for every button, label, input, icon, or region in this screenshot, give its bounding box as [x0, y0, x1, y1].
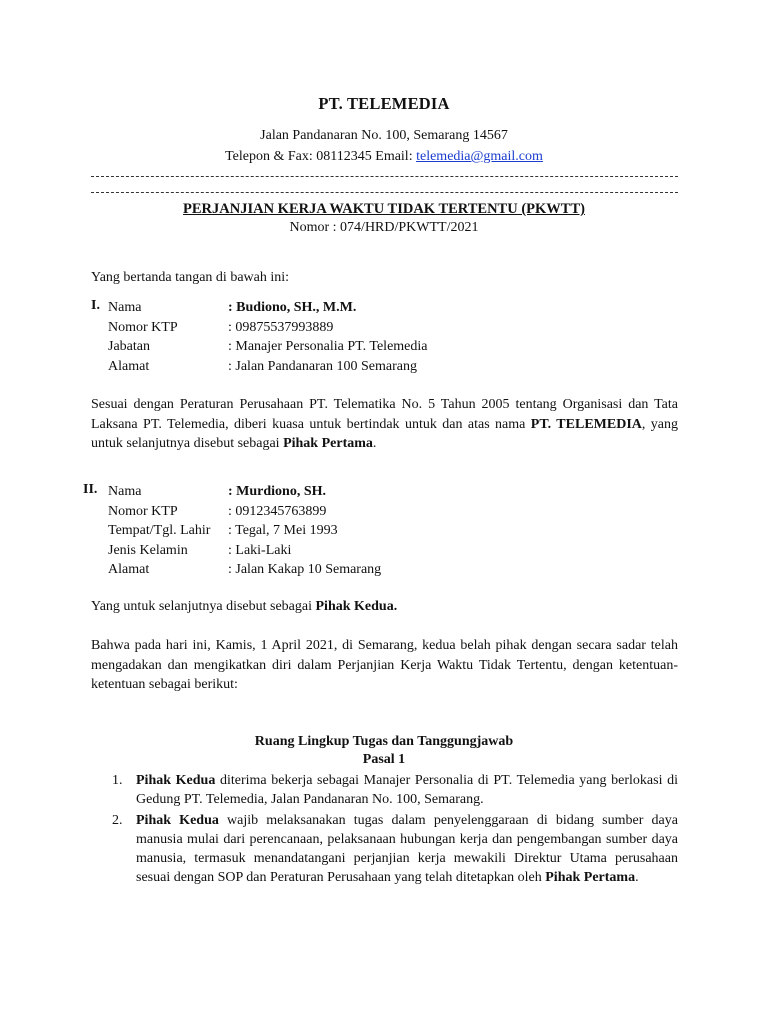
company-name: PT. TELEMEDIA	[318, 94, 450, 113]
detail-row	[108, 560, 381, 580]
paragraph-text: , yang untuk selanjutnya disebut sebagai	[91, 416, 679, 451]
list-item	[112, 811, 678, 888]
document-title: PERJANJIAN KERJA WAKTU TIDAK TERTENTU (PKWTT)	[183, 201, 585, 217]
paragraph-text: Yang untuk selanjutnya disebut sebagai	[91, 599, 316, 614]
list-item-bold: Pihak Pertama	[545, 870, 636, 886]
detail-row	[108, 357, 428, 377]
detail-row	[108, 298, 428, 318]
detail-label: Alamat	[108, 562, 150, 577]
list-item	[112, 771, 678, 810]
list-item-text: wajib melaksanakan tugas dalam penyelenggaraan di bidang sumber daya manusia mulai dari perencanaan, pelaksanaan hubungan kerja dan pengembangan sumber daya manusia, termasuk menandatangani perjanjian kerja mewakili Direktur Utama perusahaan sesuai dengan SOP dan Peraturan Perusahaan yang telah ditetapkan oleh	[136, 812, 678, 886]
detail-row	[108, 502, 381, 522]
detail-label: Alamat	[108, 358, 150, 374]
document-number: Nomor : 074/HRD/PKWTT/2021	[289, 220, 479, 235]
pihak-kedua-bold: Pihak Kedua.	[315, 599, 398, 614]
detail-row	[108, 482, 381, 502]
contact-prefix: Telepon & Fax: 08112345 Email:	[225, 149, 417, 164]
article-list	[112, 771, 678, 889]
detail-value: : Tegal, 7 Mei 1993	[228, 523, 338, 538]
detail-value: : Jalan Pandanaran 100 Semarang	[228, 358, 417, 374]
paragraph-text: Sesuai dengan Peraturan Perusahaan PT. Telematika No. 5 Tahun 2005 tentang Organisasi dan Tata Laksana PT. Telemedia, diberi kuasa untuk bertindak untuk dan atas nama	[91, 397, 678, 432]
party-1-details	[108, 298, 428, 376]
article-heading: Pasal 1	[362, 752, 406, 767]
detail-label: Nomor KTP	[108, 319, 178, 335]
list-item-bold: Pihak Kedua	[136, 773, 216, 788]
party-2-paragraph	[91, 597, 678, 617]
detail-value: : Laki-Laki	[228, 542, 292, 558]
divider-line	[91, 192, 678, 193]
detail-value: : Murdiono, SH.	[228, 484, 327, 499]
divider-line	[91, 176, 678, 177]
detail-value: : 0912345763899	[228, 503, 327, 519]
detail-row	[108, 521, 381, 541]
detail-row	[108, 541, 381, 561]
party-2-numeral: II.	[83, 482, 98, 497]
email-link[interactable]: telemedia@gmail.com	[416, 149, 543, 164]
company-contact	[0, 146, 768, 167]
detail-value: : 09875537993889	[228, 319, 334, 335]
list-number: 2.	[112, 812, 123, 828]
party-1-numeral: I.	[91, 298, 100, 313]
party-2-details	[108, 482, 381, 580]
detail-label: Tempat/Tgl. Lahir	[108, 523, 211, 538]
company-name-bold: PT. TELEMEDIA	[530, 416, 642, 432]
company-address-block	[0, 125, 768, 167]
party-1-paragraph	[91, 395, 678, 454]
intro-text: Yang bertanda tangan di bawah ini:	[91, 270, 290, 285]
list-item-text: diterima bekerja sebagai Manajer Personalia di PT. Telemedia yang berlokasi di Gedung PT. Telemedia, Jalan Pandanaran No. 100, Semarang.	[136, 773, 678, 808]
section-heading: Ruang Lingkup Tugas dan Tanggungjawab	[254, 734, 514, 749]
pihak-pertama-bold: Pihak Pertama	[283, 436, 373, 451]
detail-value: : Jalan Kakap 10 Semarang	[228, 562, 382, 577]
list-number: 1.	[112, 773, 123, 788]
company-address: Jalan Pandanaran No. 100, Semarang 14567	[260, 128, 508, 143]
detail-row	[108, 337, 428, 357]
agreement-paragraph: Bahwa pada hari ini, Kamis, 1 April 2021, di Semarang, kedua belah pihak dengan secara sadar telah mengadakan dan mengikatkan diri dalam Perjanjian Kerja Waktu Tidak Tertentu, dengan ketentuan-ketentuan sebagai berikut:	[91, 638, 678, 692]
detail-label: Nama	[108, 300, 142, 315]
detail-label: Jenis Kelamin	[108, 542, 188, 558]
detail-label: Jabatan	[108, 339, 150, 354]
paragraph-text: .	[372, 436, 377, 451]
list-item-text: .	[635, 870, 639, 886]
list-item-bold: Pihak Kedua	[136, 812, 219, 828]
detail-value: : Budiono, SH., M.M.	[228, 300, 357, 315]
detail-label: Nama	[108, 484, 142, 499]
detail-value: : Manajer Personalia PT. Telemedia	[228, 339, 428, 354]
detail-label: Nomor KTP	[108, 503, 178, 519]
detail-row	[108, 318, 428, 338]
